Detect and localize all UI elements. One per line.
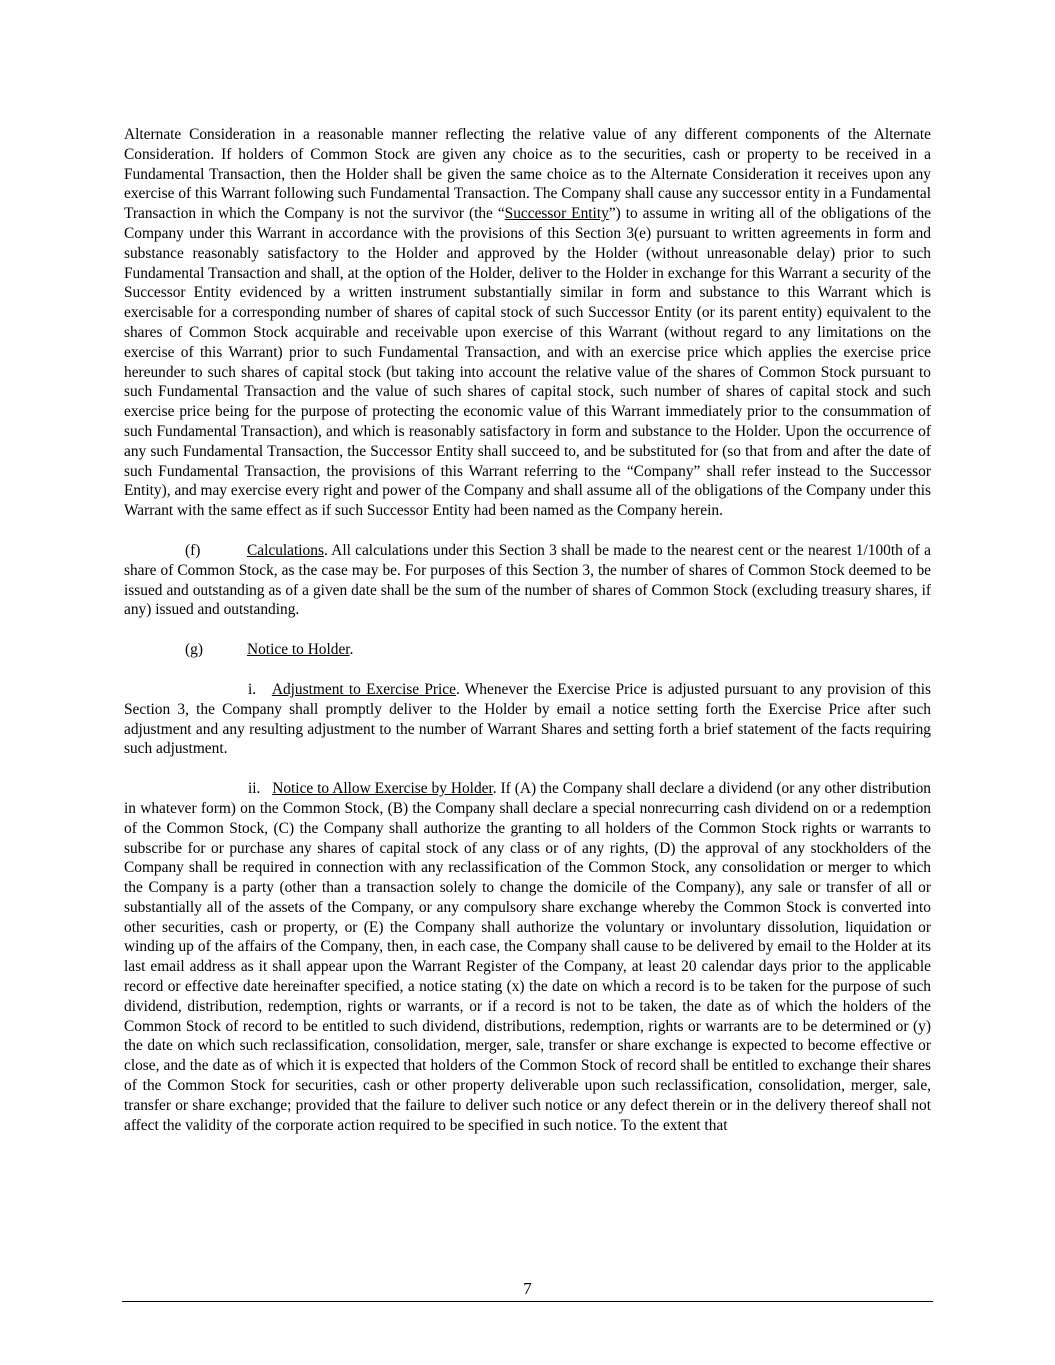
section-g-notice-to-holder: (g) Notice to Holder. (185, 641, 354, 659)
page-number: 7 (523, 1279, 532, 1298)
paragraph-fundamental-transaction-continuation: Alternate Consideration in a reasonable manner reflecting the relative value of any different components of the Alternate Consideration. If holders of Common Stock are given any choice as to the securities, cash or property to be received in a Fundamental Transaction, then the Holder shall be given the same choice as to the Alternate Consideration it receives upon any exercise of this Warrant following such Fundamental Transaction. The Company shall cause any successor entity in a Fundamental Transaction in which the Company is not the survivor (the “Successor Entity”) to assume in writing all of the obligations of the Company under this Warrant in accordance with the provisions of this Section 3(e) pursuant to written agreements in form and substance reasonably satisfactory to the Holder and approved by the Holder (without unreasonable delay) prior to such Fundamental Transaction and shall, at the option of the Holder, deliver to the Holder in exchange for this Warrant a security of the Successor Entity evidenced by a written instrument substantially similar in form and substance to this Warrant which is exercisable for a corresponding number of shares of capital stock of such Successor Entity (or its parent entity) equivalent to the shares of Common Stock acquirable and receivable upon exercise of this Warrant (without regard to any limitations on the exercise of this Warrant) prior to such Fundamental Transaction, and with an exercise price which applies the exercise price hereunder to such shares of capital stock (but taking into account the relative value of the shares of Common Stock pursuant to such Fundamental Transaction and the value of such shares of capital stock, such number of shares of capital stock and such exercise price being for the purpose of protecting the economic value of this Warrant immediately prior to the consummation of such Fundamental Transaction), and which is reasonably satisfactory in form and substance to the Holder. Upon the occurrence of any such Fundamental Transaction, the Successor Entity shall succeed to, and be substituted for (so that from and after the date of such Fundamental Transaction, the provisions of this Warrant referring to the “Company” shall refer instead to the Successor Entity), and may exercise every right and power of the Company and shall assume all of the obligations of the Company under this Warrant with the same effect as if such Successor Entity had been named as the Company herein. (124, 126, 932, 520)
footer-rule (122, 1301, 933, 1302)
section-g-heading: Notice to Holder (247, 641, 350, 659)
section-g-label: (g) (185, 641, 203, 659)
item-i-label: i. (248, 680, 257, 698)
document-body (124, 125, 931, 1155)
item-ii-heading: Notice to Allow Exercise by Holder (272, 780, 493, 798)
item-i-heading: Adjustment to Exercise Price (271, 680, 456, 698)
section-f-label: (f) (185, 541, 201, 559)
item-ii-label: ii. (248, 780, 261, 798)
section-f-calculations: (f) Calculations. All calculations under this Section 3 shall be made to the nearest cent or the nearest 1/100th of a share of Common Stock, as the case may be. For purposes of this Section 3, the number of shares of Common Stock deemed to be issued and outstanding as of a given date shall be the sum of the number of shares of Common Stock (excluding treasury shares, if any) issued and outstanding. (124, 541, 931, 619)
section-f-heading: Calculations (247, 541, 324, 559)
item-i-adjustment-to-exercise-price: i. Adjustment to Exercise Price. Whenever the Exercise Price is adjusted pursuant to any provision of this Section 3, the Company shall promptly deliver to the Holder by email a notice setting forth the Exercise Price after such adjustment and any resulting adjustment to the number of Warrant Shares and setting forth a brief statement of the facts requiring such adjustment. (124, 680, 931, 758)
defined-term-successor-entity: Successor Entity (504, 205, 609, 223)
item-ii-notice-to-allow-exercise: ii. Notice to Allow Exercise by Holder. If (A) the Company shall declare a dividend (or any other distribution in whatever form) on the Common Stock, (B) the Company shall declare a special nonrecurring cash dividend on or a redemption of the Common Stock, (C) the Company shall authorize the granting to all holders of the Common Stock rights or warrants to subscribe for or purchase any shares of capital stock of any class or of any rights, (D) the approval of any stockholders of the Company shall be required in connection with any reclassification of the Common Stock, any consolidation or merger to which the Company is a party (other than a transaction solely to change the domicile of the Company), any sale or transfer of all or substantially all of the assets of the Company, or any compulsory share exchange whereby the Common Stock is converted into other securities, cash or property, or (E) the Company shall authorize the voluntary or involuntary dissolution, liquidation or winding up of the affairs of the Company, then, in each case, the Company shall cause to be delivered by email to the Holder at its last email address as it shall appear upon the Warrant Register of the Company, at least 20 calendar days prior to the applicable record or effective date hereinafter specified, a notice stating (x) the date on which a record is to be taken for the purpose of such dividend, distribution, redemption, rights or warrants, or if a record is not to be taken, the date as of which the holders of the Common Stock of record to be entitled to such dividend, distributions, redemption, rights or warrants are to be determined or (y) the date on which such reclassification, consolidation, merger, sale, transfer or share exchange is expected to become effective or close, and the date as of which it is expected that holders of the Common Stock of record shall be entitled to exchange their shares of the Common Stock for securities, cash or other property deliverable upon such reclassification, consolidation, merger, sale, transfer or share exchange; provided that the failure to deliver such notice or any defect therein or in the delivery thereof shall not affect the validity of the corporate action required to be specified in such notice. To the extent that (124, 780, 931, 1134)
